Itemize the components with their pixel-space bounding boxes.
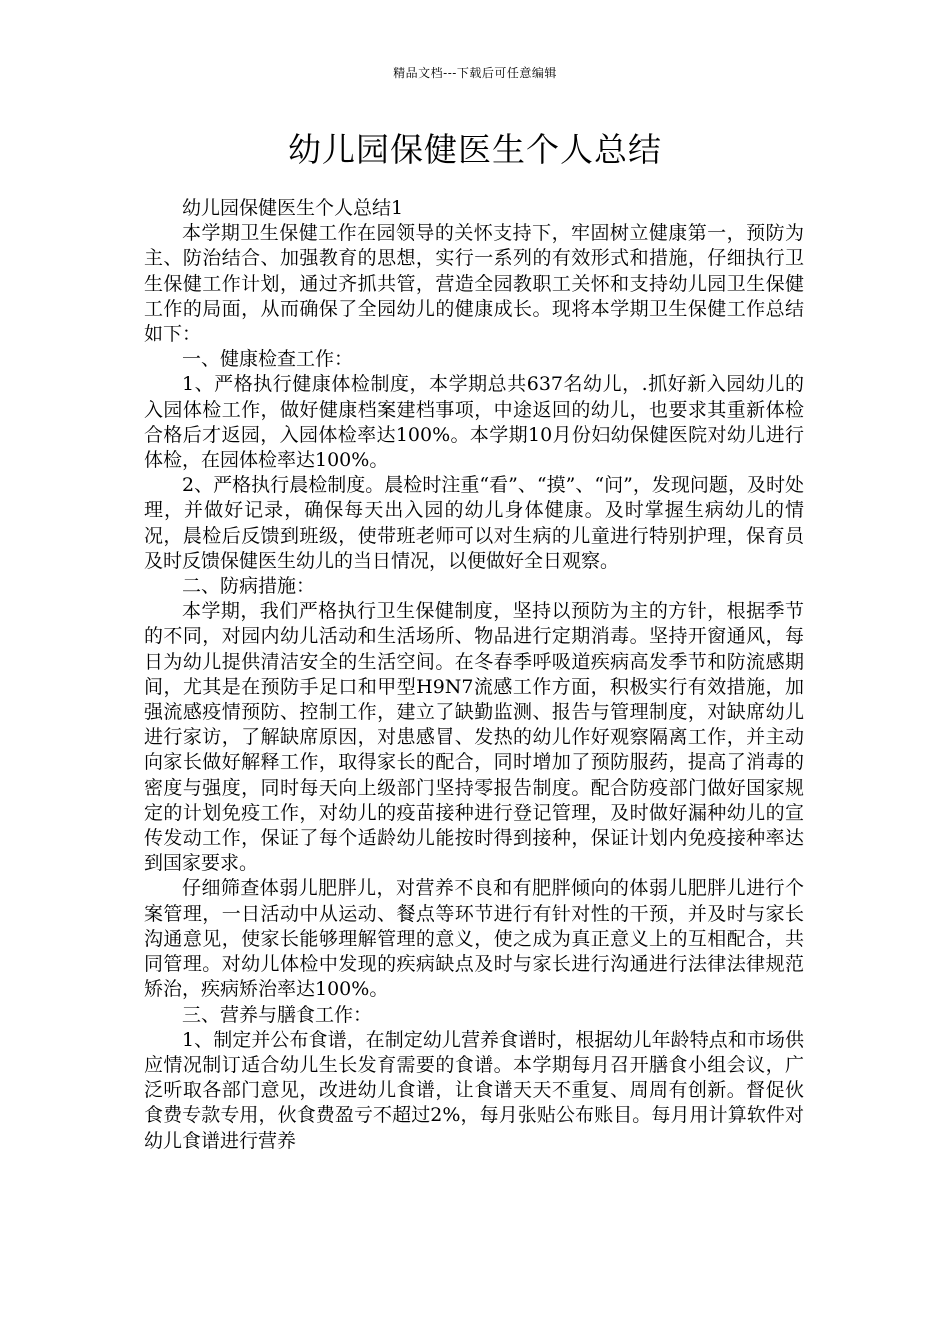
paragraph-health-check-2: 2、严格执行晨检制度。晨检时注重“看”、“摸”、“问”，发现问题，及时处理，并做好记录，确保每天出入园的幼儿身体健康。及时掌握生病幼儿的情况，晨检后反馈到班级，使带班老师可以对生病的儿童进行特别护理，保育员及时反馈保健医生幼儿的当日情况，以便做好全日观察。 [144, 474, 804, 572]
section-heading-health-check: 一、健康检查工作： [182, 348, 354, 371]
paragraph-intro: 本学期卫生保健工作在园领导的关怀支持下，牢固树立健康第一，预防为主、防治结合、加强教育的思想，实行一系列的有效形式和措施，仔细执行卫生保健工作计划，通过齐抓共管，营造全园教职工关怀和支持幼儿园卫生保健工作的局面，从而确保了全园幼儿的健康成长。现将本学期卫生保健工作总结如下： [144, 222, 804, 346]
paragraph-disease-prevention: 本学期，我们严格执行卫生保健制度，坚持以预防为主的方针，根据季节的不同，对园内幼儿活动和生活场所、物品进行定期消毒。坚持开窗通风，每日为幼儿提供清洁安全的生活空间。在冬春季呼吸道疾病高发季节和防流感期间，尤其是在预防手足口和甲型H9N7流感工作方面，积极实行有效措施，加强流感疫情预防、控制工作，建立了缺勤监测、报告与管理制度，对缺席幼儿进行家访，了解缺席原因，对患感冒、发热的幼儿作好观察隔离工作，并主动向家长做好解释工作，取得家长的配合，同时增加了预防服药，提高了消毒的密度与强度，同时每天向上级部门坚持零报告制度。配合防疫部门做好国家规定的计划免疫工作，对幼儿的疫苗接种进行登记管理，及时做好漏种幼儿的宣传发动工作，保证了每个适龄幼儿能按时得到接种，保证计划内免疫接种率达到国家要求。 [144, 600, 804, 875]
page-header: 精品文档---下载后可任意编辑 [393, 66, 557, 80]
paragraph-health-check-1: 1、严格执行健康体检制度，本学期总共637名幼儿，.抓好新入园幼儿的入园体检工作，做好健康档案建档事项，中途返回的幼儿，也要求其重新体检合格后才返园，入园体检率达100%。本学期10月份妇幼保健医院对幼儿进行体检，在园体检率达100%。 [144, 373, 804, 472]
document-body [144, 196, 804, 1154]
paragraph-weak-obese-children: 仔细筛查体弱儿肥胖儿，对营养不良和有肥胖倾向的体弱儿肥胖儿进行个案管理，一日活动中从运动、餐点等环节进行有针对性的干预，并及时与家长沟通意见，使家长能够理解管理的意义，使之成为真正意义上的互相配合，共同管理。对幼儿体检中发现的疾病缺点及时与家长进行沟通进行法律法律规范矫治，疾病矫治率达100%。 [144, 877, 804, 1001]
document-title: 幼儿园保健医生个人总结 [288, 130, 662, 169]
paragraph-subtitle: 幼儿园保健医生个人总结1 [182, 197, 404, 219]
section-heading-disease-prevention: 二、防病措施： [182, 575, 316, 598]
section-heading-nutrition: 三、营养与膳食工作： [182, 1003, 373, 1026]
paragraph-nutrition-1: 1、制定并公布食谱，在制定幼儿营养食谱时，根据幼儿年龄特点和市场供应情况制订适合幼儿生长发育需要的食谱。本学期每月召开膳食小组会议，广泛听取各部门意见，改进幼儿食谱，让食谱天天不重复、周周有创新。督促伙食费专款专用，伙食费盈亏不超过2%，每月张贴公布账目。每月用计算软件对幼儿食谱进行营养 [144, 1028, 804, 1152]
